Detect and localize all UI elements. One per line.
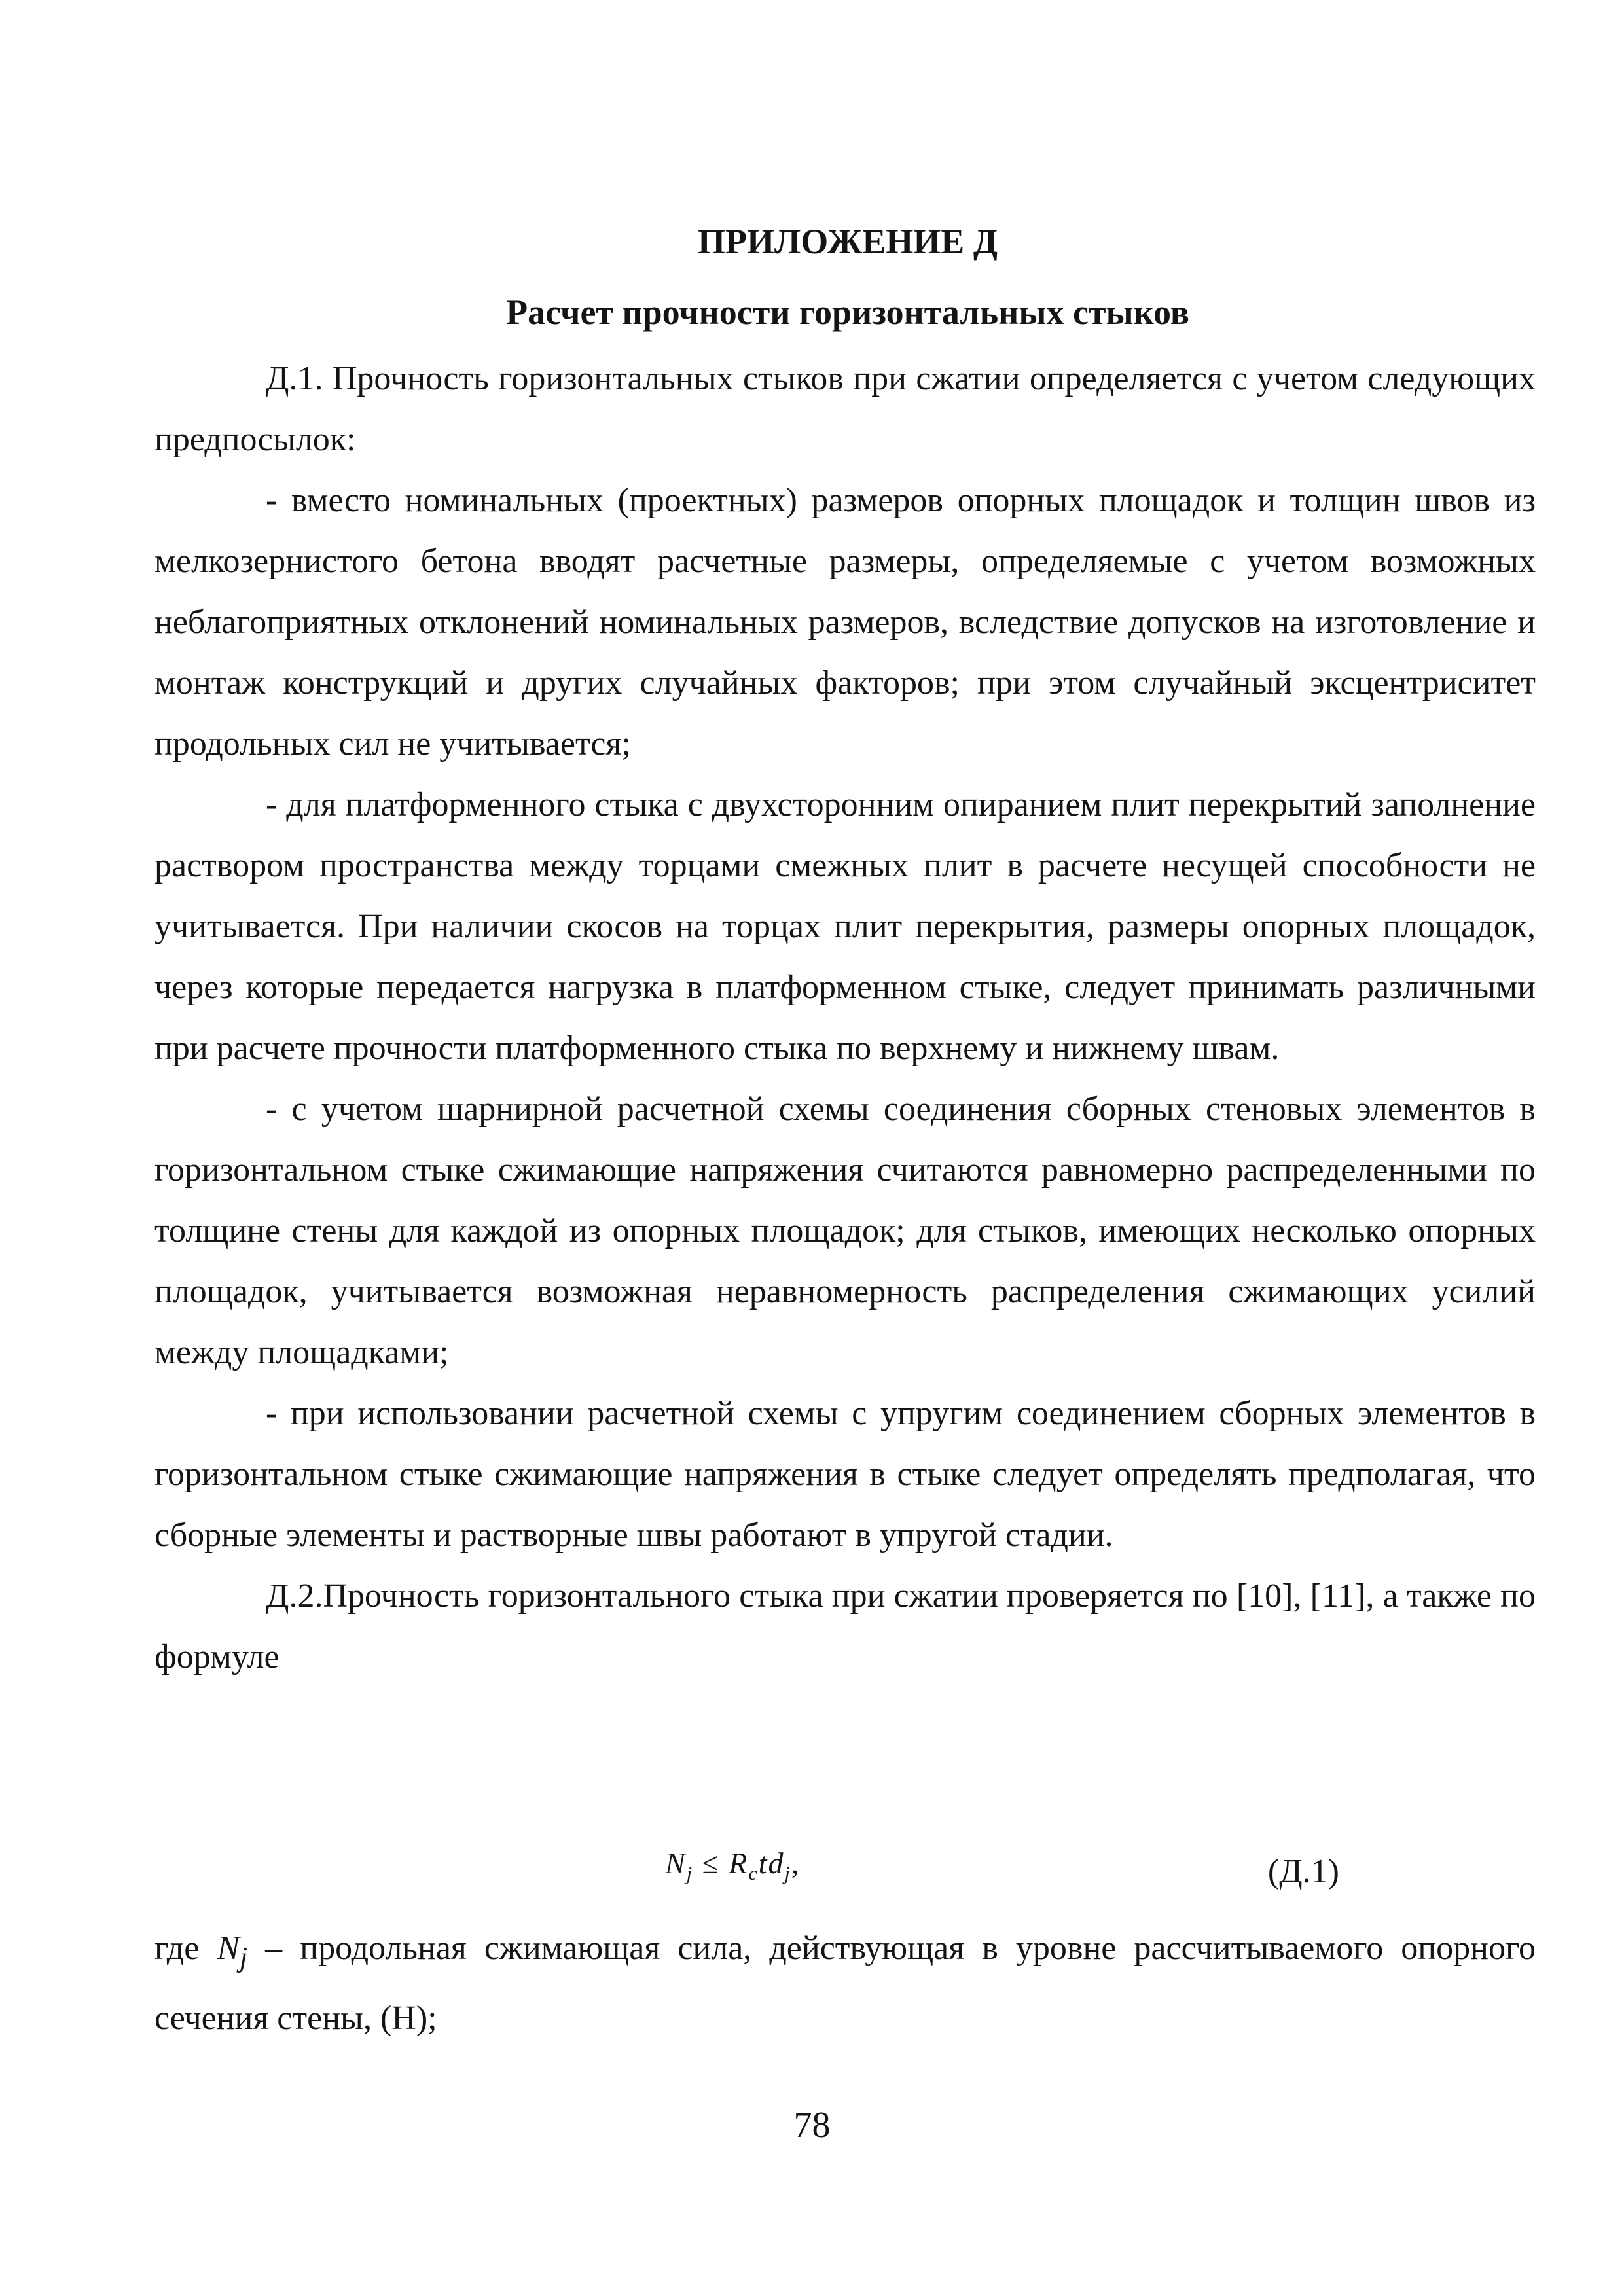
where-symbol-sub: j	[240, 1941, 248, 1973]
page-number: 78	[793, 2105, 831, 2145]
formula-row	[154, 1839, 1536, 1905]
formula-relation: ≤	[702, 1846, 720, 1880]
formula-rhs-sub: c	[748, 1863, 759, 1885]
formula-rhs-rest: td	[758, 1846, 785, 1880]
paragraph-bullet-4: - при использовании расчетной схемы с упругим соединением сборных элементов в горизонтальном стыке сжимающие напряжения в стыке следует определять предполагая, что сборные элементы и растворные швы работают в упругой стадии.	[154, 1395, 1536, 1554]
where-prefix: где	[154, 1929, 217, 1967]
paragraph-bullet-2: - для платформенного стыка с двухсторонним опиранием плит перекрытий заполнение раствором пространства между торцами смежных плит в расчете несущей способности не учитывается. При наличии скосов на торцах плит перекрытия, размеры опорных площадок, через которые передается нагрузка в платформенном стыке, следует принимать различными при расчете прочности платформенного стыка по верхнему и нижнему швам.	[154, 786, 1536, 1067]
formula-number: (Д.1)	[1267, 1853, 1339, 1890]
section-title: Расчет прочности горизонтальных стыков	[506, 293, 1189, 332]
appendix-title: ПРИЛОЖЕНИЕ Д	[698, 222, 998, 261]
formula-rhs-main: R	[729, 1846, 749, 1880]
paragraph-bullet-1: - вместо номинальных (проектных) размеров опорных площадок и толщин швов из мелкозернистого бетона вводят расчетные размеры, определяемые с учетом возможных неблагоприятных отклонений номинальных размеров, вследствие допусков на изготовление и монтаж конструкций и других случайных факторов; при этом случайный эксцентриситет продольных сил не учитывается;	[154, 482, 1536, 762]
body-text	[154, 348, 1536, 1687]
formula-lhs-sub: j	[686, 1863, 694, 1885]
where-text: – продольная сжимающая сила, действующая в уровне рассчитываемого опорного сечения стены, (Н);	[154, 1929, 1536, 2037]
paragraph-d2: Д.2.Прочность горизонтального стыка при сжатии проверяется по [10], [11], а также по формуле	[154, 1577, 1536, 1676]
formula-explanation	[154, 1918, 1536, 2049]
paragraph-bullet-3: - с учетом шарнирной расчетной схемы соединения сборных стеновых элементов в горизонтальном стыке сжимающие напряжения считаются равномерно распределенными по толщине стены для каждой из опорных площадок; для стыков, имеющих несколько опорных площадок, учитывается возможная неравномерность распределения сжимающих усилий между площадками;	[154, 1090, 1536, 1371]
formula-d1	[665, 1846, 800, 1885]
paragraph-d1: Д.1. Прочность горизонтальных стыков при сжатии определяется с учетом следующих предпосылок:	[154, 360, 1536, 458]
where-symbol: N	[217, 1929, 240, 1967]
formula-lhs: N	[665, 1846, 687, 1880]
formula-trailing: ,	[791, 1846, 801, 1880]
formula-rhs-sub2: j	[784, 1863, 791, 1885]
